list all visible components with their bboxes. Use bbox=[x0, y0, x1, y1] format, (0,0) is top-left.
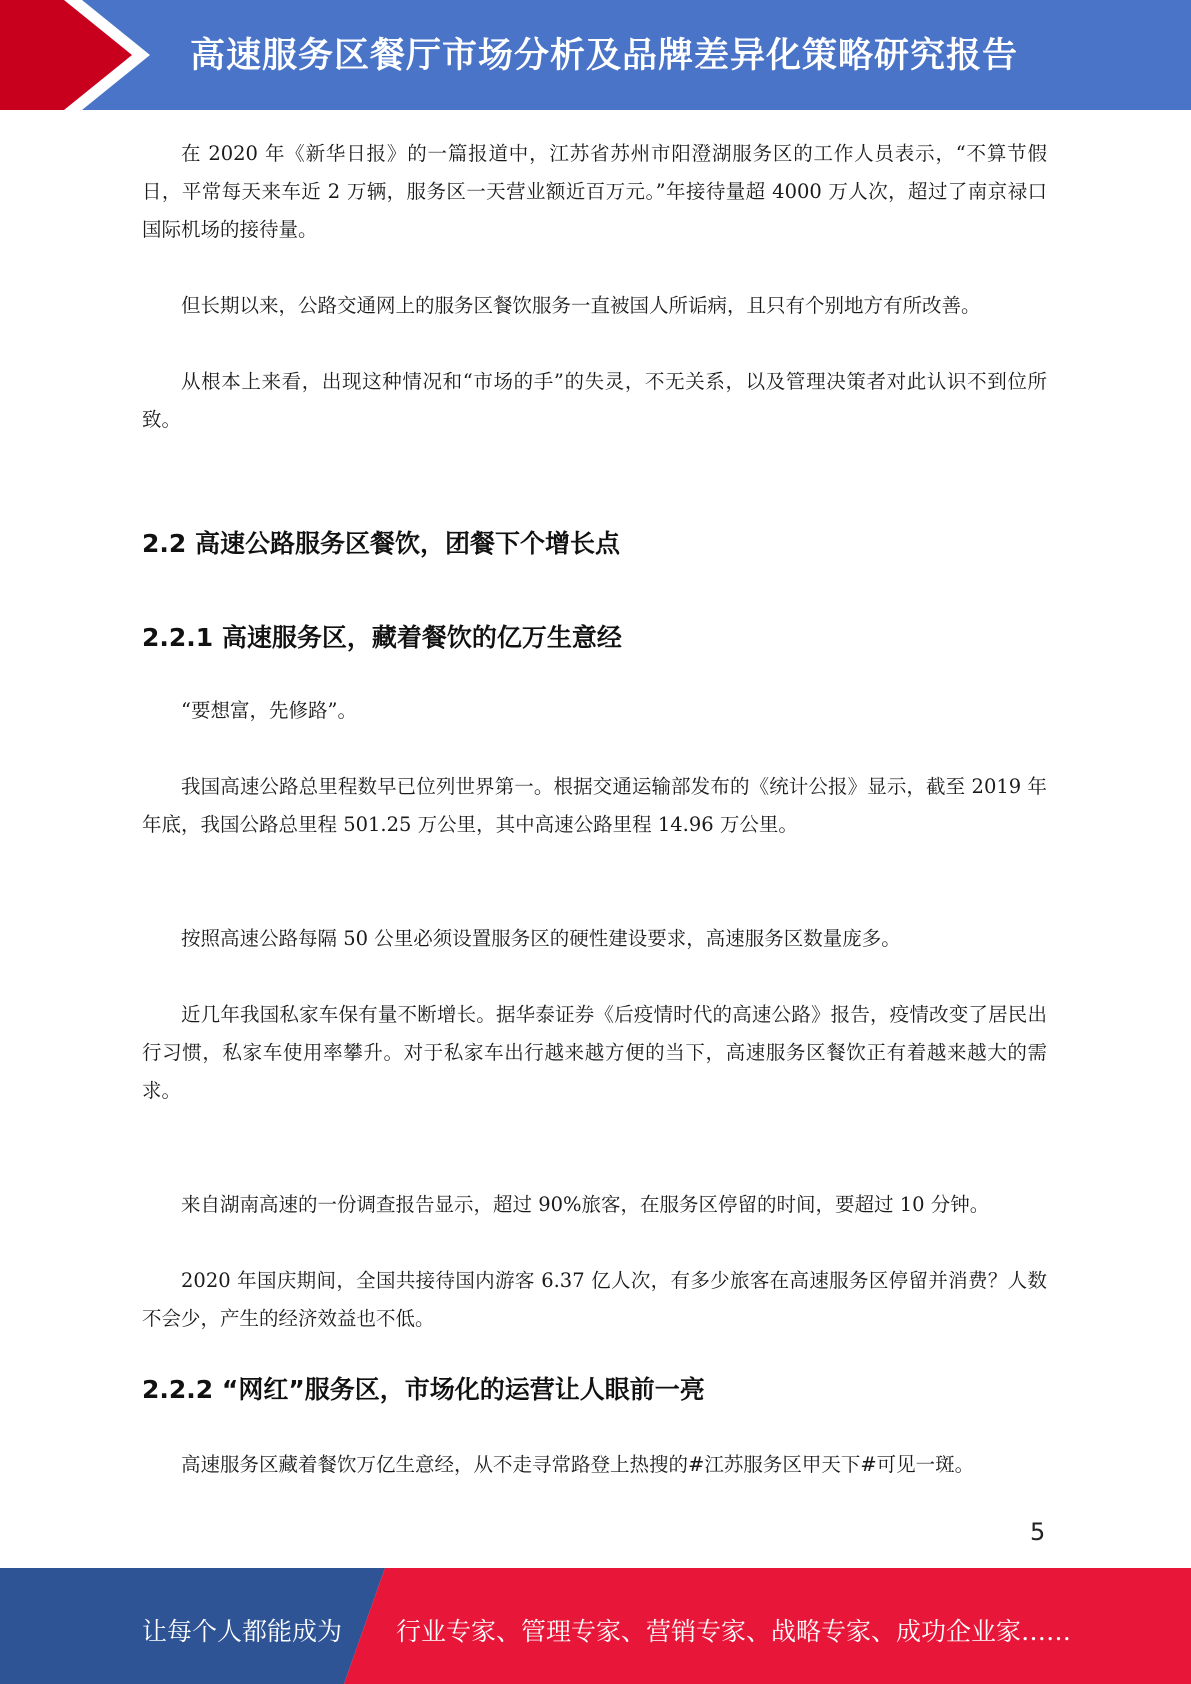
paragraph: 按照高速公路每隔 50 公里必须设置服务区的硬性建设要求，高速服务区数量庞多。 bbox=[181, 927, 901, 950]
paragraph: 但长期以来，公路交通网上的服务区餐饮服务一直被国人所诟病，且只有个别地方有所改善。 bbox=[181, 294, 981, 317]
section-heading-2-2: 2.2 高速公路服务区餐饮，团餐下个增长点 bbox=[142, 529, 620, 558]
footer-slogan-right: 行业专家、管理专家、营销专家、战略专家、成功企业家…… bbox=[396, 1617, 1072, 1646]
report-title: 高速服务区餐厅市场分析及品牌差异化策略研究报告 bbox=[190, 36, 1019, 76]
header-banner bbox=[0, 0, 1191, 110]
paragraph: 在 2020 年《新华日报》的一篇报道中，江苏省苏州市阳澄湖服务区的工作人员表示，“不算节假日，平常每天来车近 2 万辆，服务区一天营业额近百万元。”年接待量超 4000 万人次，超过了南京禄口国际机场的接待量。 bbox=[142, 142, 1047, 241]
paragraph: 近几年我国私家车保有量不断增长。据华泰证券《后疫情时代的高速公路》报告，疫情改变了居民出行习惯，私家车使用率攀升。对于私家车出行越来越方便的当下，高速服务区餐饮正有着越来越大的需求。 bbox=[142, 1003, 1047, 1102]
footer-slogan-left: 让每个人都能成为 bbox=[142, 1617, 343, 1646]
paragraph: 从根本上来看，出现这种情况和“市场的手”的失灵，不无关系，以及管理决策者对此认识不到位所致。 bbox=[142, 370, 1047, 431]
paragraph: 高速服务区藏着餐饮万亿生意经，从不走寻常路登上热搜的#江苏服务区甲天下#可见一斑。 bbox=[181, 1453, 975, 1476]
paragraph: “要想富，先修路”。 bbox=[181, 699, 357, 722]
document-body bbox=[142, 135, 1047, 1484]
page-number: 5 bbox=[1030, 1518, 1046, 1546]
section-heading-2-2-2: 2.2.2 “网红”服务区，市场化的运营让人眼前一亮 bbox=[142, 1375, 705, 1404]
section-heading-2-2-1: 2.2.1 高速服务区，藏着餐饮的亿万生意经 bbox=[142, 623, 622, 652]
paragraph: 我国高速公路总里程数早已位列世界第一。根据交通运输部发布的《统计公报》显示，截至 2019 年年底，我国公路总里程 501.25 万公里，其中高速公路里程 14.96 万公里。 bbox=[142, 775, 1047, 836]
paragraph: 2020 年国庆期间，全国共接待国内游客 6.37 亿人次，有多少旅客在高速服务区停留并消费？人数不会少，产生的经济效益也不低。 bbox=[142, 1269, 1047, 1330]
footer-banner bbox=[0, 1568, 1191, 1684]
header-arrow-decoration bbox=[0, 0, 160, 110]
paragraph: 来自湖南高速的一份调查报告显示，超过 90%旅客，在服务区停留的时间，要超过 10 分钟。 bbox=[181, 1193, 990, 1216]
